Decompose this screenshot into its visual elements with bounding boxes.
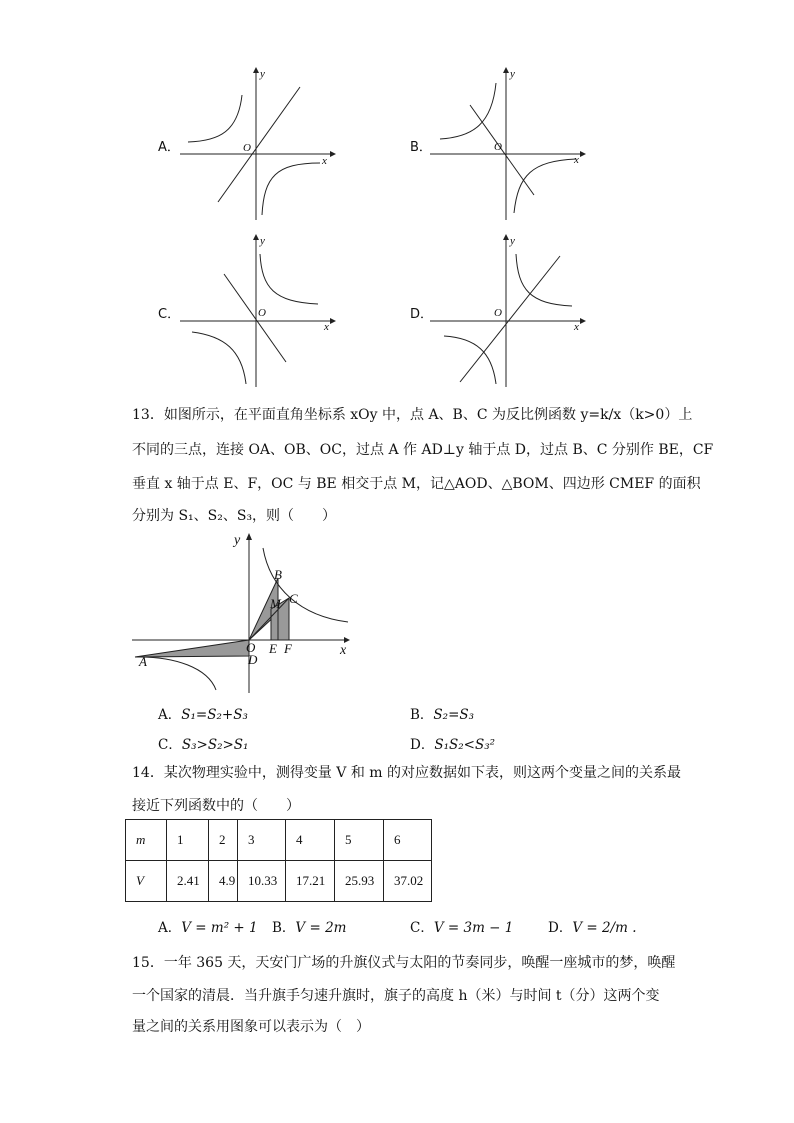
table-cell: V — [126, 861, 167, 902]
fig-label-e: E — [269, 641, 277, 656]
table-cell: 2 — [209, 820, 238, 861]
q13-option-d-text: S₁S₂<S₃² — [434, 737, 496, 753]
y-axis-label: y — [260, 235, 265, 247]
origin-label: O — [258, 307, 266, 319]
q14-option-d-label: D． — [548, 920, 573, 936]
y-axis-arrow-icon — [246, 533, 252, 540]
y-axis-label: y — [510, 235, 515, 247]
table-cell: 25.93 — [335, 861, 384, 902]
fig-label-m: M — [270, 596, 281, 611]
table-cell: m — [126, 820, 167, 861]
table-cell: 1 — [167, 820, 209, 861]
q13-line-2: 不同的三点，连接 OA、OB、OC，过点 A 作 AD⊥y 轴于点 D，过点 B、C 分别作 BE，CF — [132, 442, 714, 458]
q12-option-c-label[interactable]: C． — [158, 307, 181, 322]
x-axis-arrow-icon — [330, 318, 336, 324]
q13-option-a[interactable] — [158, 703, 248, 723]
table-row — [126, 861, 432, 902]
q14-line-1: 14．某次物理实验中，测得变量 V 和 m 的对应数据如下表，则这两个变量之间的关系最 — [132, 765, 681, 781]
q15-line-3: 量之间的关系用图象可以表示为（ ） — [132, 1019, 370, 1035]
hyperbola-branch — [444, 336, 496, 384]
q14-option-d-text: V = 2/m . — [572, 920, 637, 936]
q13-option-d[interactable] — [410, 733, 495, 753]
y-axis-label: y — [260, 68, 265, 80]
q15-line-1: 15．一年 365 天，天安门广场的升旗仪式与太阳的节奏同步，唤醒一座城市的梦，唤醒 — [132, 955, 676, 971]
hyperbola-branch — [516, 254, 572, 306]
q13-option-c-text: S₃>S₂>S₁ — [181, 737, 249, 753]
x-axis-label: x — [574, 321, 579, 333]
q14-line-2: 接近下列函数中的（ ） — [132, 798, 300, 814]
origin-label: O — [494, 141, 502, 153]
q14-option-c-label: C． — [410, 920, 434, 936]
q13-line-4: 分别为 S₁、S₂、S₃，则（ ） — [132, 508, 337, 524]
x-axis-label: x — [324, 321, 329, 333]
q14-option-a[interactable] — [158, 916, 258, 936]
hyperbola-branch — [192, 332, 246, 384]
y-axis-arrow-icon — [253, 234, 259, 240]
origin-label: O — [494, 307, 502, 319]
q14-data-table — [125, 819, 432, 902]
y-axis-arrow-icon — [503, 67, 509, 73]
fig-label-c: C — [289, 591, 298, 606]
table-cell: 6 — [384, 820, 432, 861]
q12-option-b-label[interactable]: B． — [410, 140, 432, 155]
q13-figure — [130, 528, 360, 698]
q14-option-b[interactable] — [272, 916, 346, 936]
q14-option-b-text: V = 2m — [295, 920, 347, 936]
q13-option-d-label: D． — [410, 737, 435, 753]
q14-option-a-label: A． — [158, 920, 182, 936]
hyperbola-branch — [262, 163, 320, 215]
table-cell: 4.9 — [209, 861, 238, 902]
hyperbola-branch — [260, 254, 318, 304]
fig-label-b: B — [274, 567, 282, 582]
table-row — [126, 820, 432, 861]
linear-function-line — [218, 87, 300, 202]
q13-option-a-label: A． — [158, 707, 182, 723]
hyperbola-branch — [514, 159, 576, 213]
table-cell: 10.33 — [238, 861, 286, 902]
q12-graph-a — [180, 65, 340, 225]
x-axis-arrow-icon — [580, 151, 586, 157]
y-axis-arrow-icon — [503, 234, 509, 240]
table-cell: 4 — [286, 820, 335, 861]
fig-label-y: y — [234, 533, 241, 548]
fig-label-o: O — [246, 640, 256, 655]
hyperbola-branch — [188, 95, 242, 142]
y-axis-label: y — [510, 68, 515, 80]
x-axis-label: x — [574, 154, 579, 166]
triangle-aod — [135, 640, 249, 657]
q12-option-d-label[interactable]: D． — [410, 307, 434, 322]
fig-label-a: A — [139, 654, 147, 669]
q13-line-1: 13．如图所示，在平面直角坐标系 xOy 中，点 A、B、C 为反比例函数 y=k/x（k>0）上 — [132, 407, 693, 423]
y-axis-arrow-icon — [253, 67, 259, 73]
hyperbola-branch — [135, 657, 216, 690]
x-axis-label: x — [322, 155, 327, 167]
x-axis-arrow-icon — [580, 318, 586, 324]
fig-label-f: F — [284, 641, 292, 656]
table-cell: 37.02 — [384, 861, 432, 902]
table-cell: 17.21 — [286, 861, 335, 902]
q13-option-a-text: S₁=S₂+S₃ — [181, 707, 248, 723]
linear-function-line — [224, 274, 286, 362]
q14-option-a-text: V = m² + 1 — [181, 920, 258, 936]
linear-function-line — [470, 105, 534, 195]
q12-graph-b — [430, 65, 590, 225]
q12-graph-d — [430, 232, 590, 392]
table-cell: 3 — [238, 820, 286, 861]
q13-option-c-label: C． — [158, 737, 182, 753]
q13-option-c[interactable] — [158, 733, 248, 753]
q14-option-d[interactable] — [548, 916, 637, 936]
fig-label-d: D — [248, 652, 258, 667]
fig-label-x: x — [340, 643, 347, 658]
table-cell: 5 — [335, 820, 384, 861]
q13-option-b[interactable] — [410, 703, 474, 723]
q14-option-c[interactable] — [410, 916, 513, 936]
q14-option-c-text: V = 3m − 1 — [433, 920, 514, 936]
q15-line-2: 一个国家的清晨．当升旗手匀速升旗时，旗子的高度 h（米）与时间 t（分）这两个变 — [132, 988, 660, 1004]
q13-option-b-text: S₂=S₃ — [433, 707, 475, 723]
q13-option-b-label: B． — [410, 707, 434, 723]
q12-option-a-label[interactable]: A． — [158, 140, 180, 155]
q13-line-3: 垂直 x 轴于点 E、F，OC 与 BE 相交于点 M，记△AOD、△BOM、四边形 CMEF 的面积 — [132, 476, 701, 492]
x-axis-arrow-icon — [330, 151, 336, 157]
origin-label: O — [243, 142, 251, 154]
q14-option-b-label: B． — [272, 920, 296, 936]
table-cell: 2.41 — [167, 861, 209, 902]
q12-graph-c — [180, 232, 340, 392]
linear-function-line — [460, 256, 560, 382]
